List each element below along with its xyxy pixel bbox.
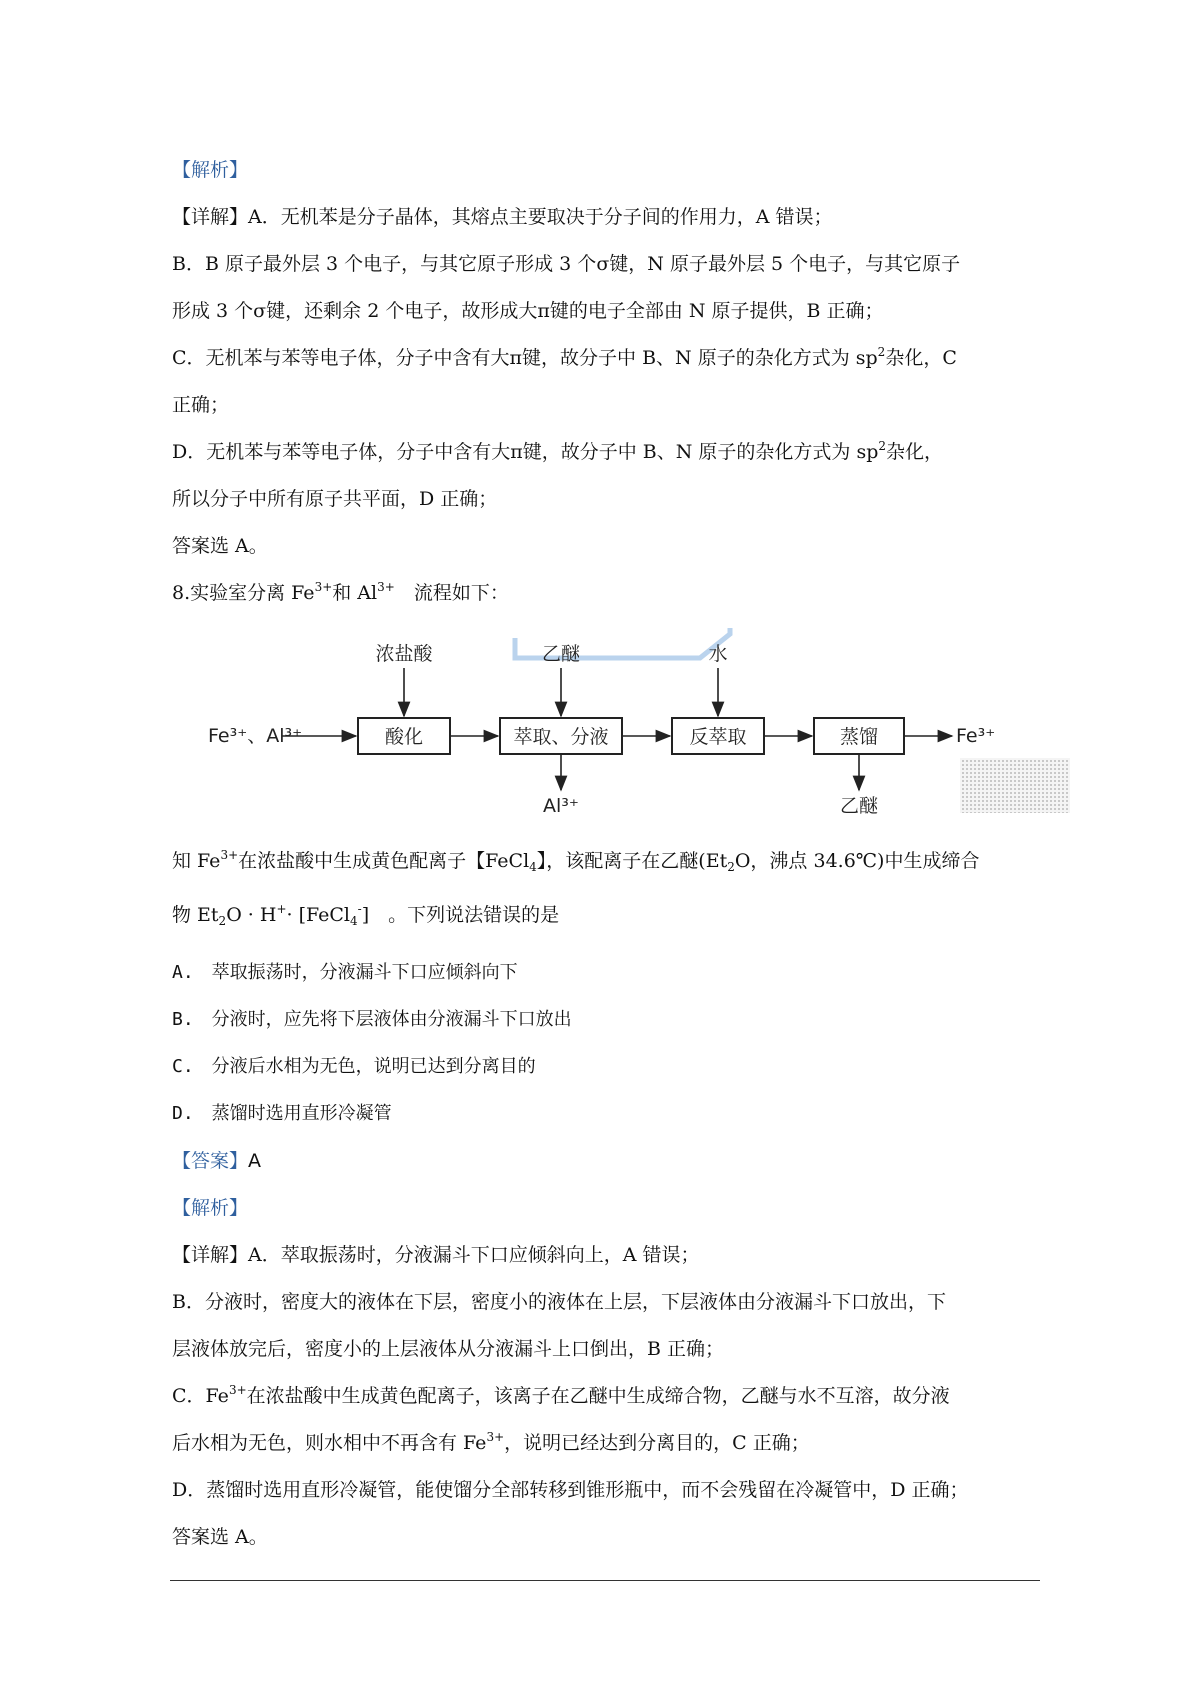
detail-text: A．无机苯是分子晶体，其熔点主要取决于分子间的作用力，A 错误； [248, 206, 833, 228]
background-artifact [960, 758, 1070, 813]
subscript: 4 [529, 860, 537, 874]
detail-tag: 【详解】 [172, 206, 249, 228]
bottom-divider [170, 1580, 1040, 1581]
pi-symbol: π [509, 347, 523, 369]
flow-byproduct-label: Al³⁺ [543, 795, 579, 817]
explanation-line [172, 298, 884, 324]
superscript: 3+ [314, 580, 333, 594]
flow-reagent-label: 水 [708, 643, 728, 665]
subscript: 2 [218, 914, 227, 928]
flow-step-label: 酸化 [384, 726, 424, 748]
text-span: 】，该配离子在乙醚(Et [536, 850, 728, 872]
option-c: C. 分液后水相为无色，说明已达到分离目的 [172, 1056, 536, 1077]
text-span: 在浓盐酸中生成黄色配离子【FeCl [238, 850, 530, 872]
text-span: ] 。下列说法错误的是 [361, 904, 560, 926]
superscript: - [357, 902, 362, 916]
pi-symbol: π [537, 300, 550, 322]
explanation-line: 正确； [172, 394, 230, 416]
analysis-heading: 【解析】 [172, 159, 249, 181]
answer-line: 答案选 A。 [172, 1526, 268, 1548]
text-span: C．Fe [172, 1385, 229, 1407]
explanation-line: 层液体放完后，密度小的上层液体从分液漏斗上口倒出，B 正确； [172, 1338, 725, 1360]
flow-reagent-label: 乙醚 [541, 643, 581, 665]
subscript: 2 [727, 860, 735, 874]
answer-value: A [248, 1150, 262, 1172]
text-span: 流程如下： [394, 582, 509, 604]
explanation-line [172, 439, 943, 465]
explanation-line [172, 204, 833, 230]
pi-symbol: π [510, 441, 523, 463]
text-span: 杂化， [886, 441, 944, 463]
flow-step-label: 萃取、分液 [513, 726, 609, 748]
question-context-line [172, 848, 979, 874]
text-span: ，说明已经达到分离目的，C 正确； [504, 1432, 810, 1454]
superscript: 2 [878, 439, 887, 453]
detail-tag: 【详解】 [172, 1244, 249, 1266]
superscript: 3+ [377, 580, 395, 594]
sigma-symbol: σ [253, 300, 267, 322]
explanation-line [172, 1242, 700, 1268]
text-span: 8.实验室分离 Fe [172, 582, 315, 604]
text-span: 后水相为无色，则水相中不再含有 Fe [172, 1432, 487, 1454]
text-span: 键，还剩余 2 个电子，故形成大 [266, 300, 538, 322]
text-span: O · H [226, 904, 277, 926]
superscript: + [276, 902, 287, 916]
superscript: 3+ [228, 1383, 247, 1397]
option-b: B. 分液时，应先将下层液体由分液漏斗下口放出 [172, 1009, 572, 1030]
text-span: O，沸点 34.6℃)中生成缔合 [734, 850, 980, 872]
text-span: C．无机苯与苯等电子体，分子中含有大 [172, 347, 510, 369]
flow-byproduct-label: 乙醚 [839, 795, 879, 817]
option-d: D. 蒸馏时选用直形冷凝管 [172, 1103, 392, 1124]
question-context-line [172, 902, 559, 928]
answer-tag: 【答案】 [172, 1150, 249, 1172]
text-span: 键，故分子中 B、N 原子的杂化方式为 sp [522, 347, 878, 369]
analysis-heading: 【解析】 [172, 1197, 249, 1219]
text-span: B．B 原子最外层 3 个电子，与其它原子形成 3 个 [172, 253, 597, 275]
explanation-line [172, 345, 957, 371]
flow-input-label: Fe³⁺、Al³⁺ [208, 725, 303, 747]
flow-step-label: 反萃取 [689, 726, 747, 748]
text-span: 物 Et [172, 904, 219, 926]
answer-line: 答案选 A。 [172, 535, 268, 557]
superscript: 2 [877, 345, 886, 359]
text-span: 知 Fe [172, 850, 221, 872]
flow-step-label: 蒸馏 [839, 726, 879, 748]
flow-output-label: Fe³⁺ [956, 725, 996, 747]
answer-heading [172, 1148, 261, 1174]
explanation-line: B．分液时，密度大的液体在下层，密度小的液体在上层，下层液体由分液漏斗下口放出，下 [172, 1291, 946, 1313]
text-span: 和 Al [332, 582, 378, 604]
explanation-line: D．蒸馏时选用直形冷凝管，能使馏分全部转移到锥形瓶中，而不会残留在冷凝管中，D 正确； [172, 1479, 969, 1501]
text-span: 键，故分子中 B、N 原子的杂化方式为 sp [522, 441, 879, 463]
flow-reagent-label: 浓盐酸 [375, 643, 433, 665]
superscript: 3+ [220, 848, 239, 862]
text-span: · [FeCl [286, 904, 351, 926]
text-span: 形成 3 个 [172, 300, 254, 322]
text-span: 键，N 原子最外层 5 个电子，与其它原子 [609, 253, 961, 275]
explanation-line [172, 1430, 810, 1456]
text-span: 键的电子全部由 N 原子提供，B 正确； [549, 300, 884, 322]
text-span: 杂化，C [885, 347, 957, 369]
explanation-line [172, 251, 960, 277]
subscript: 4 [350, 914, 358, 928]
explanation-line: 所以分子中所有原子共平面，D 正确； [172, 488, 498, 510]
text-span: 在浓盐酸中生成黄色配离子，该离子在乙醚中生成缔合物，乙醚与水不互溶，故分液 [246, 1385, 950, 1407]
detail-text: A．萃取振荡时，分液漏斗下口应倾斜向上，A 错误； [248, 1244, 700, 1266]
option-a: A. 萃取振荡时，分液漏斗下口应倾斜向下 [172, 962, 518, 983]
question-8-stem [172, 580, 509, 606]
superscript: 3+ [486, 1430, 505, 1444]
separation-flowchart [170, 628, 1070, 828]
text-span: D．无机苯与苯等电子体，分子中含有大 [172, 441, 511, 463]
explanation-line [172, 1383, 950, 1409]
sigma-symbol: σ [596, 253, 610, 275]
